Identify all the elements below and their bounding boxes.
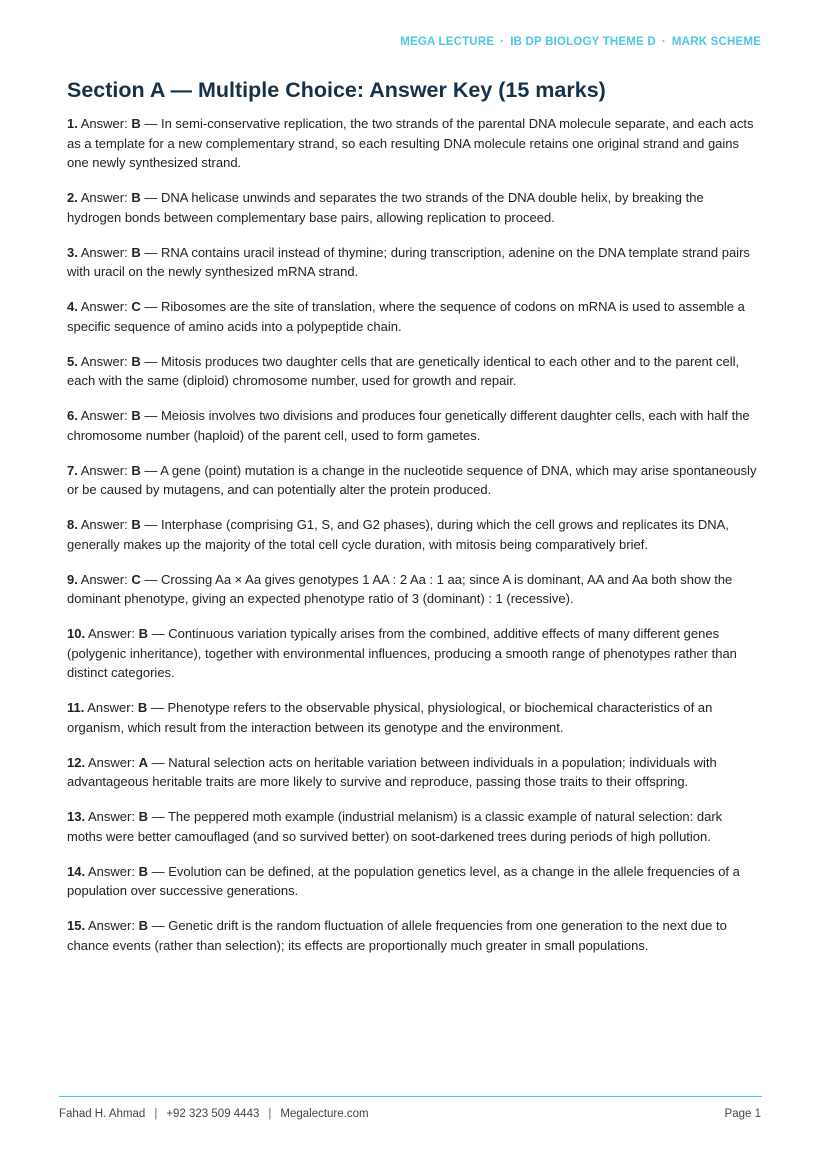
answer-explanation: — Genetic drift is the random fluctuation of allele frequencies from one generation to the next due to chance events (rather than selection); its effects are proportionally much greater in small populations. bbox=[67, 918, 727, 953]
answer-prefix: Answer: bbox=[87, 700, 135, 715]
answer-prefix: Answer: bbox=[80, 299, 128, 314]
footer-contact bbox=[59, 1108, 369, 1120]
answer-number: 6. bbox=[67, 408, 78, 423]
answer-item bbox=[67, 570, 759, 609]
answer-item bbox=[67, 862, 759, 901]
answer-prefix: Answer: bbox=[80, 571, 128, 587]
answer-explanation: — Ribosomes are the site of translation, where the sequence of codons on mRNA is used to assemble a specific sequence of amino acids into a polypeptide chain. bbox=[67, 299, 745, 334]
footer-phone: +92 323 509 4443 bbox=[166, 1108, 260, 1120]
answer-item bbox=[67, 297, 759, 336]
answer-item bbox=[67, 406, 759, 445]
header-separator: · bbox=[500, 36, 505, 48]
answer-item bbox=[67, 753, 759, 792]
answer-letter: B bbox=[131, 462, 141, 478]
answer-letter: B bbox=[138, 918, 148, 933]
answer-prefix: Answer: bbox=[80, 190, 128, 205]
answer-prefix: Answer: bbox=[87, 754, 135, 770]
answer-letter: B bbox=[131, 408, 141, 423]
answer-explanation: — Natural selection acts on heritable variation between individuals in a population; individuals with advantageous heritable traits are more likely to survive and reproduce, passing those traits to their offspring. bbox=[67, 754, 717, 789]
page-header bbox=[400, 36, 761, 48]
answer-prefix: Answer: bbox=[87, 918, 135, 933]
answer-item bbox=[67, 515, 759, 554]
answer-item bbox=[67, 243, 759, 282]
answer-number: 2. bbox=[67, 190, 78, 205]
answer-item bbox=[67, 698, 759, 737]
footer-website: Megalecture.com bbox=[280, 1108, 369, 1120]
answer-prefix: Answer: bbox=[87, 809, 135, 824]
answer-prefix: Answer: bbox=[80, 353, 128, 369]
answer-prefix: Answer: bbox=[80, 244, 128, 260]
header-doc-type: MARK SCHEME bbox=[671, 36, 761, 48]
answer-letter: B bbox=[131, 190, 141, 205]
footer-author: Fahad H. Ahmad bbox=[59, 1108, 146, 1120]
answer-number: 10. bbox=[67, 626, 86, 641]
answer-letter: B bbox=[131, 517, 141, 532]
answer-explanation: — RNA contains uracil instead of thymine; during transcription, adenine on the DNA template strand pairs with uracil on the newly synthesized mRNA strand. bbox=[67, 244, 750, 279]
answer-letter: C bbox=[131, 299, 141, 314]
answer-letter: B bbox=[131, 244, 141, 260]
answer-letter: C bbox=[131, 571, 141, 587]
answer-explanation: — Mitosis produces two daughter cells that are genetically identical to each other and to the parent cell, each with the same (diploid) chromosome number, used for growth and repair. bbox=[67, 353, 740, 388]
footer-separator: | bbox=[268, 1108, 272, 1120]
answer-prefix: Answer: bbox=[87, 863, 135, 879]
section-title: Section A — Multiple Choice: Answer Key (15 marks) bbox=[67, 78, 606, 102]
answer-number: 12. bbox=[67, 754, 86, 770]
answer-letter: B bbox=[131, 353, 141, 369]
answer-explanation: — Phenotype refers to the observable physical, physiological, or biochemical characteristics of an organism, which result from the interaction between its genotype and the environment. bbox=[67, 700, 713, 735]
answer-number: 11. bbox=[67, 700, 85, 715]
answer-prefix: Answer: bbox=[80, 517, 128, 532]
answer-letter: B bbox=[138, 626, 148, 641]
answer-explanation: — In semi-conservative replication, the two strands of the parental DNA molecule separate, and each acts as a template for a new complementary strand, so each resulting DNA molecule retains one original strand and gains one newly synthesized strand. bbox=[67, 116, 754, 170]
answer-explanation: — A gene (point) mutation is a change in the nucleotide sequence of DNA, which may arise spontaneously or be caused by mutagens, and can potentially alter the protein produced. bbox=[67, 462, 757, 497]
answer-letter: B bbox=[138, 809, 148, 824]
footer-divider bbox=[59, 1096, 762, 1097]
answer-list bbox=[67, 114, 759, 971]
answer-item bbox=[67, 624, 759, 683]
answer-prefix: Answer: bbox=[80, 116, 128, 131]
answer-number: 9. bbox=[67, 571, 78, 587]
answer-number: 5. bbox=[67, 353, 78, 369]
answer-letter: B bbox=[131, 116, 141, 131]
answer-explanation: — DNA helicase unwinds and separates the two strands of the DNA double helix, by breaking the hydrogen bonds between complementary base pairs, allowing replication to proceed. bbox=[67, 190, 704, 225]
answer-item bbox=[67, 188, 759, 227]
answer-explanation: — Crossing Aa × Aa gives genotypes 1 AA : 2 Aa : 1 aa; since A is dominant, AA and Aa both show the dominant phenotype, giving an expected phenotype ratio of 3 (dominant) : 1 (recessive). bbox=[67, 571, 733, 606]
answer-number: 4. bbox=[67, 299, 78, 314]
answer-number: 15. bbox=[67, 918, 86, 933]
answer-letter: A bbox=[138, 754, 148, 770]
answer-explanation: — Continuous variation typically arises from the combined, additive effects of many different genes (polygenic inheritance), together with environmental influences, producing a smooth range of phenotypes rather than distinct categories. bbox=[67, 626, 737, 680]
answer-letter: B bbox=[138, 863, 148, 879]
answer-item bbox=[67, 916, 759, 955]
answer-number: 3. bbox=[67, 244, 78, 260]
answer-prefix: Answer: bbox=[87, 626, 135, 641]
header-course: IB DP BIOLOGY THEME D bbox=[510, 36, 656, 48]
answer-item bbox=[67, 461, 759, 500]
answer-number: 14. bbox=[67, 863, 86, 879]
answer-prefix: Answer: bbox=[80, 408, 128, 423]
answer-prefix: Answer: bbox=[80, 462, 128, 478]
answer-explanation: — Evolution can be defined, at the population genetics level, as a change in the allele frequencies of a population over successive generations. bbox=[67, 863, 740, 898]
answer-explanation: — Meiosis involves two divisions and produces four genetically different daughter cells, each with half the chromosome number (haploid) of the parent cell, used to form gametes. bbox=[67, 408, 750, 443]
answer-number: 7. bbox=[67, 462, 78, 478]
answer-number: 13. bbox=[67, 809, 86, 824]
header-brand: MEGA LECTURE bbox=[400, 36, 495, 48]
answer-explanation: — The peppered moth example (industrial melanism) is a classic example of natural selection: dark moths were better camouflaged (and so survived better) on soot-darkened trees during periods of high pollution. bbox=[67, 809, 723, 844]
answer-number: 1. bbox=[67, 116, 78, 131]
answer-explanation: — Interphase (comprising G1, S, and G2 phases), during which the cell grows and replicates its DNA, generally makes up the majority of the total cell cycle duration, with mitosis being comparatively brief. bbox=[67, 517, 729, 552]
answer-item bbox=[67, 807, 759, 846]
footer-separator: | bbox=[154, 1108, 158, 1120]
header-separator: · bbox=[661, 36, 666, 48]
answer-number: 8. bbox=[67, 517, 78, 532]
answer-item bbox=[67, 352, 759, 391]
answer-letter: B bbox=[137, 700, 148, 715]
answer-item bbox=[67, 114, 759, 173]
page-number: Page 1 bbox=[724, 1108, 761, 1120]
